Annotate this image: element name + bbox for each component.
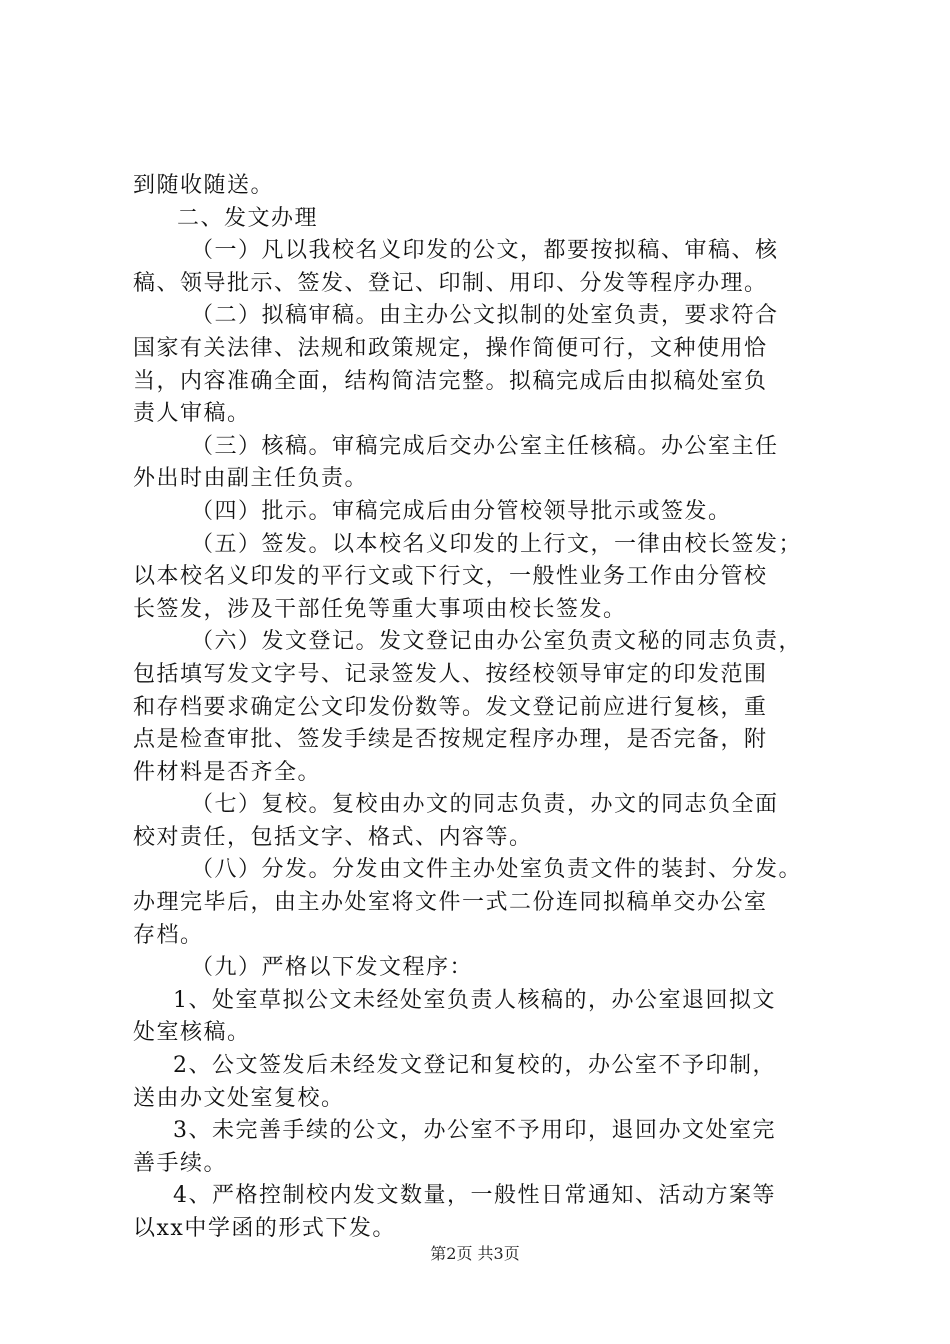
- text-line: 包括填写发文字号、记录签发人、按经校领导审定的印发范围: [133, 661, 768, 687]
- text-line: 以本校名义印发的平行文或下行文，一般性业务工作由分管校: [133, 564, 768, 590]
- text-line: 送由办文处室复校。: [133, 1085, 345, 1111]
- text-line: 到随收随送。: [133, 173, 275, 198]
- section-heading: 二、发文办理: [177, 205, 319, 231]
- text-line: 长签发，涉及干部任免等重大事项由校长签发。: [133, 596, 627, 622]
- text-line: （三）核稿。审稿完成后交办公室主任核稿。办公室主任: [191, 433, 779, 459]
- text-line: 当，内容准确全面，结构简洁完整。拟稿完成后由拟稿处室负: [133, 368, 768, 394]
- text-line: 和存档要求确定公文印发份数等。发文登记前应进行复核，重: [133, 694, 768, 720]
- text-line: 国家有关法律、法规和政策规定，操作简便可行，文种使用恰: [133, 335, 768, 361]
- text-line: 责人审稿。: [133, 401, 251, 427]
- text-line: 以xx中学函的形式下发。: [133, 1216, 396, 1241]
- text-line: 1、处室草拟公文未经处室负责人核稿的，办公室退回拟文: [173, 987, 776, 1013]
- page-number-footer: 第2页 共3页: [430, 1244, 520, 1263]
- text-line: 善手续。: [133, 1150, 228, 1176]
- text-line: （六）发文登记。发文登记由办公室负责文秘的同志负责，: [191, 629, 803, 655]
- text-line: 点是检查审批、签发手续是否按规定程序办理，是否完备，附: [133, 727, 768, 753]
- text-line: （七）复校。复校由办文的同志负责，办文的同志负全面: [191, 792, 779, 818]
- text-line: （四）批示。审稿完成后由分管校领导批示或签发。: [191, 498, 732, 524]
- text-line: 办理完毕后，由主办处室将文件一式二份连同拟稿单交办公室: [133, 890, 768, 916]
- text-line: 件材料是否齐全。: [133, 759, 322, 785]
- document-body: [133, 170, 833, 1246]
- text-line: 3、未完善手续的公文，办公室不予用印，退回办文处室完: [173, 1118, 776, 1144]
- text-line: （五）签发。以本校名义印发的上行文，一律由校长签发；: [191, 531, 803, 557]
- text-line: （一）凡以我校名义印发的公文，都要按拟稿、审稿、核: [191, 238, 779, 264]
- text-line: 处室核稿。: [133, 1020, 251, 1046]
- text-line: 外出时由副主任负责。: [133, 466, 369, 492]
- text-line: 2、公文签发后未经发文登记和复校的，办公室不予印制，: [173, 1053, 776, 1079]
- text-line: 存档。: [133, 922, 204, 948]
- text-line: 校对责任，包括文字、格式、内容等。: [133, 824, 533, 850]
- text-line: （二）拟稿审稿。由主办公文拟制的处室负责，要求符合: [191, 303, 779, 329]
- text-line: （八）分发。分发由文件主办处室负责文件的装封、分发。: [191, 857, 803, 883]
- text-line: 稿、领导批示、签发、登记、印制、用印、分发等程序办理。: [133, 270, 768, 296]
- text-line: 4、严格控制校内发文数量，一般性日常通知、活动方案等: [173, 1183, 776, 1209]
- text-line: （九）严格以下发文程序：: [191, 955, 474, 981]
